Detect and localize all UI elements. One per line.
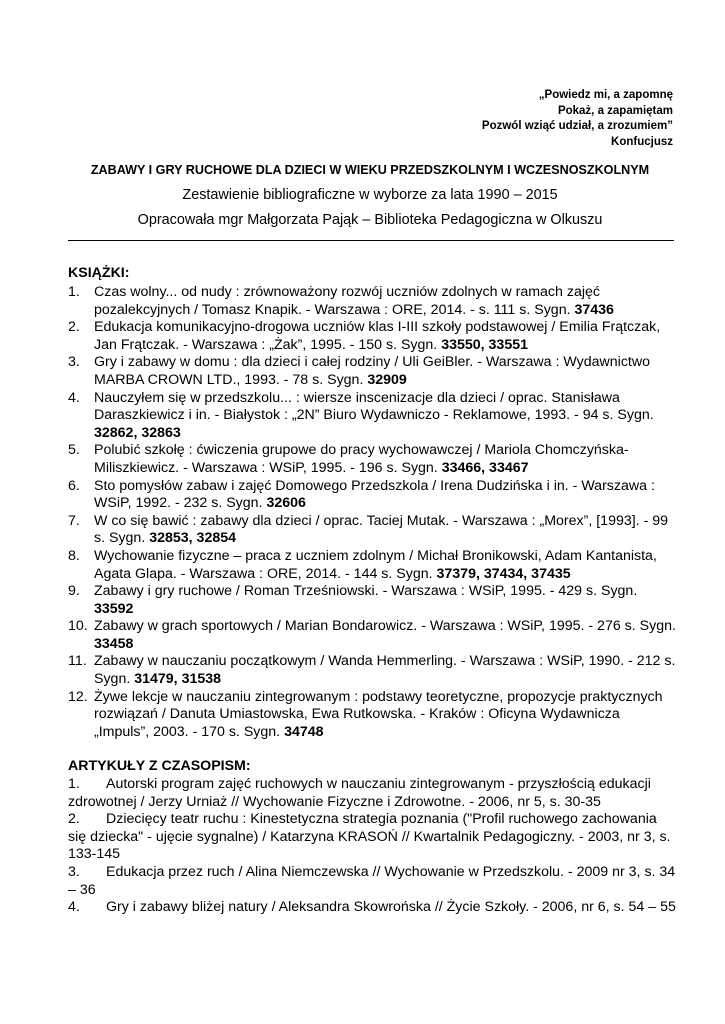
book-call-number: 34748 bbox=[284, 723, 324, 740]
item-number: 1. bbox=[68, 776, 80, 792]
book-description: Zabawy w nauczaniu początkowym / Wanda Hemmerling. - Warszawa : WSiP, 1990. - 212 s. Sygn. bbox=[94, 653, 676, 688]
articles-heading: ARTYKUŁY Z CZASOPISM: bbox=[68, 758, 251, 774]
header-divider bbox=[68, 240, 674, 241]
article-item bbox=[68, 776, 676, 811]
book-item bbox=[68, 653, 678, 688]
item-number: 3. bbox=[68, 354, 80, 371]
book-call-number: 31479, 31538 bbox=[134, 671, 222, 688]
epigraph-line: „Powiedz mi, a zapomnę bbox=[538, 89, 673, 101]
book-call-number: 32606 bbox=[266, 495, 306, 512]
book-description: Czas wolny... od nudy : zrównoważony rozwój uczniów zdolnych w ramach zajęć pozalekcyjnych / Tomasz Knapik. - Warszawa : ORE, 2014. - s. 111 s. Sygn. bbox=[94, 284, 600, 318]
article-description: Dziecięcy teatr ruchu : Kinestetyczna strategia poznania ("Profil ruchowego zachowania się dziecka" - ujęcie sygnalne) / Katarzyna KRASOŃ // Kwartalnik Pedagogiczny. - 2003, nr 3, s. 133-145 bbox=[68, 811, 671, 863]
item-number: 5. bbox=[68, 442, 80, 459]
epigraph-quote bbox=[482, 88, 673, 150]
item-number: 3. bbox=[68, 863, 80, 880]
article-item bbox=[68, 811, 676, 864]
item-number: 11. bbox=[68, 653, 87, 670]
book-description: W co się bawić : zabawy dla dzieci / oprac. Taciej Mutak. - Warszawa : „Morex”, [1993]. - 99 s. Sygn. bbox=[94, 512, 669, 547]
item-number: 8. bbox=[68, 547, 80, 564]
book-call-number: 33592 bbox=[94, 600, 134, 617]
book-item bbox=[68, 478, 678, 513]
epigraph-line: Pozwól wziąć udział, a zrozumiem” bbox=[481, 120, 673, 132]
book-item bbox=[68, 390, 678, 443]
book-description: Zabawy w grach sportowych / Marian Bondarowicz. - Warszawa : WSiP, 1995. - 276 s. Sygn. bbox=[94, 618, 676, 635]
articles-list bbox=[68, 776, 676, 917]
book-item bbox=[68, 513, 678, 548]
book-call-number: 33550, 33551 bbox=[441, 336, 528, 353]
item-number: 4. bbox=[68, 389, 80, 406]
epigraph-attribution: Konfucjusz bbox=[611, 135, 673, 148]
book-item bbox=[68, 618, 678, 653]
book-description: Edukacja komunikacyjno-drogowa uczniów klas I-III szkoły podstawowej / Emilia Frątczak, Jan Frątczak. - Warszawa : „Żak”, 1995. - 150 s. Sygn. bbox=[94, 319, 661, 353]
item-number: 10. bbox=[68, 618, 88, 635]
book-call-number: 32909 bbox=[367, 371, 407, 388]
book-item bbox=[68, 319, 678, 354]
item-number: 6. bbox=[68, 477, 80, 494]
book-call-number: 37436 bbox=[574, 301, 614, 318]
book-call-number: 32862, 32863 bbox=[94, 424, 181, 441]
book-item bbox=[68, 689, 678, 742]
article-description: Gry i zabawy bliżej natury / Aleksandra Skowrońska // Życie Szkoły. - 2006, nr 6, s. 54 – 55 bbox=[106, 899, 676, 916]
item-number: 7. bbox=[68, 512, 80, 529]
item-number: 4. bbox=[68, 899, 80, 916]
book-description: Żywe lekcje w nauczaniu zintegrowanym : podstawy teoretyczne, propozycje praktycznych rozwiązań / Danuta Umiastowska, Ewa Rutkowska. - Kraków : Oficyna Wydawnicza „Impuls”, 2003. - 170 s. Sygn. bbox=[94, 688, 663, 740]
book-call-number: 33458 bbox=[94, 635, 134, 652]
book-description: Nauczyłem się w przedszkolu... : wiersze inscenizacje dla dzieci / oprac. Stanisława Daraszkiewicz i in. - Białystok : „2N” Biuro Wydawniczo - Reklamowe, 1993. - 94 s. Sygn. bbox=[94, 389, 654, 424]
item-number: 1. bbox=[68, 284, 80, 300]
article-item bbox=[68, 899, 676, 917]
document-author: Opracowała mgr Małgorzata Pająk – Biblioteka Pedagogiczna w Olkuszu bbox=[137, 212, 603, 228]
books-heading: KSIĄŻKI: bbox=[68, 265, 130, 281]
book-item bbox=[68, 548, 678, 583]
document-title: ZABAWY I GRY RUCHOWE DLA DZIECI W WIEKU PRZEDSZKOLNYM I WCZESNOSZKOLNYM bbox=[90, 163, 650, 177]
article-description: Edukacja przez ruch / Alina Niemczewska // Wychowanie w Przedszkolu. - 2009 nr 3, s. 34 – 36 bbox=[68, 863, 676, 898]
book-description: Polubić szkołę : ćwiczenia grupowe do pracy wychowawczej / Mariola Chomczyńska-Miliszkiewicz. - Warszawa : WSiP, 1995. - 196 s. Sygn. bbox=[94, 442, 629, 476]
book-description: Sto pomysłów zabaw i zajęć Domowego Przedszkola / Irena Dudzińska i in. - Warszawa : WSiP, 1992. - 232 s. Sygn. bbox=[94, 477, 655, 512]
item-number: 2. bbox=[68, 319, 80, 336]
book-call-number: 37379, 37434, 37435 bbox=[436, 565, 571, 582]
book-call-number: 33466, 33467 bbox=[441, 459, 529, 476]
book-call-number: 32853, 32854 bbox=[149, 530, 237, 547]
book-description: Zabawy i gry ruchowe / Roman Trześniowski. - Warszawa : WSiP, 1995. - 429 s. Sygn. bbox=[94, 583, 638, 600]
book-description: Wychowanie fizyczne – praca z uczniem zdolnym / Michał Bronikowski, Adam Kantanista, Agata Glapa. - Warszawa : ORE, 2014. - 144 s. Sygn. bbox=[94, 547, 657, 582]
item-number: 2. bbox=[68, 811, 80, 828]
book-item bbox=[68, 354, 678, 389]
item-number: 9. bbox=[68, 583, 80, 600]
epigraph-line: Pokaż, a zapamiętam bbox=[557, 104, 673, 117]
book-item bbox=[68, 442, 678, 477]
article-item bbox=[68, 864, 676, 899]
document-subtitle: Zestawienie bibliograficzne w wyborze za lata 1990 – 2015 bbox=[182, 187, 558, 203]
book-item bbox=[68, 583, 678, 618]
article-description: Autorski program zajęć ruchowych w nauczaniu zintegrowanym - przyszłością edukacji zdrowotnej / Jerzy Urniaż // Wychowanie Fizyczne i Zdrowotne. - 2006, nr 5, s. 30-35 bbox=[68, 776, 651, 810]
book-description: Gry i zabawy w domu : dla dzieci i całej rodziny / Uli GeiBler. - Warszawa : Wydawnictwo MARBA CROWN LTD., 1993. - 78 s. Sygn. bbox=[94, 354, 650, 388]
item-number: 12. bbox=[68, 688, 88, 705]
book-item bbox=[68, 284, 678, 319]
books-list bbox=[68, 284, 678, 741]
